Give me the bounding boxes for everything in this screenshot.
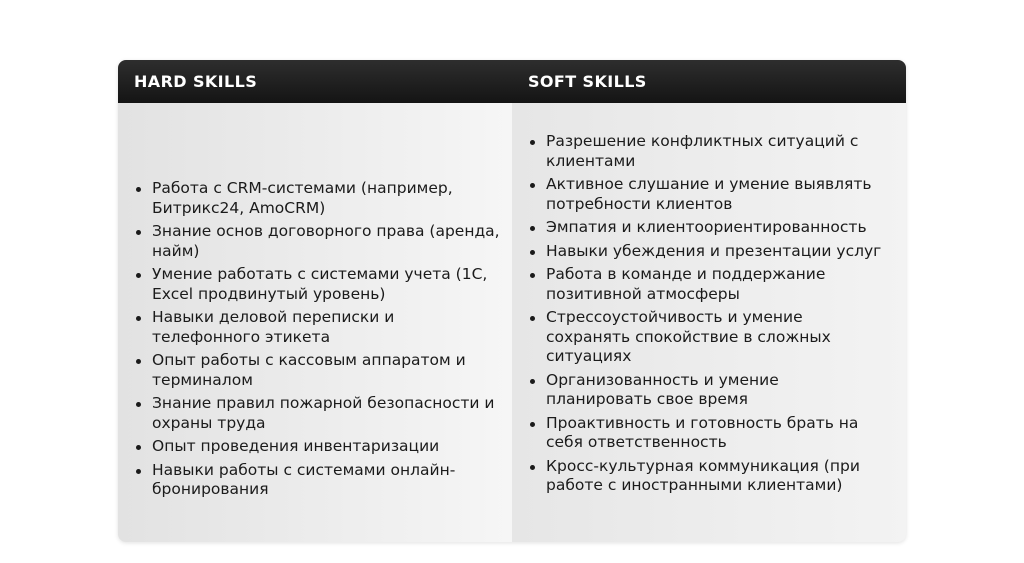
list-item: Кросс-культурная коммуникация (при работе с иностранными клиентами) — [529, 457, 889, 496]
list-item: Знание правил пожарной безопасности и охраны труда — [135, 394, 500, 433]
list-item: Стрессоустойчивость и умение сохранять спокойствие в сложных ситуациях — [529, 308, 889, 367]
list-item: Умение работать с системами учета (1С, Excel продвинутый уровень) — [135, 265, 500, 304]
soft-skills-list — [529, 132, 889, 500]
list-item: Работа в команде и поддержание позитивной атмосферы — [529, 265, 889, 304]
list-item: Навыки деловой переписки и телефонного этикета — [135, 308, 500, 347]
list-item: Опыт работы с кассовым аппаратом и терминалом — [135, 351, 500, 390]
table-header — [118, 60, 906, 103]
list-item: Организованность и умение планировать свое время — [529, 371, 889, 410]
list-item: Разрешение конфликтных ситуаций с клиентами — [529, 132, 889, 171]
list-item: Навыки убеждения и презентации услуг — [529, 242, 889, 262]
list-item: Опыт проведения инвентаризации — [135, 437, 500, 457]
list-item: Работа с CRM-системами (например, Битрикс24, AmoCRM) — [135, 179, 500, 218]
hard-skills-list — [135, 179, 500, 504]
list-item: Проактивность и готовность брать на себя ответственность — [529, 414, 889, 453]
list-item: Знание основ договорного права (аренда, найм) — [135, 222, 500, 261]
soft-skills-title: SOFT SKILLS — [528, 72, 647, 91]
list-item: Активное слушание и умение выявлять потребности клиентов — [529, 175, 889, 214]
list-item: Эмпатия и клиентоориентированность — [529, 218, 889, 238]
hard-skills-title: HARD SKILLS — [134, 72, 258, 91]
skills-table — [118, 60, 906, 542]
list-item: Навыки работы с системами онлайн-бронирования — [135, 461, 500, 500]
